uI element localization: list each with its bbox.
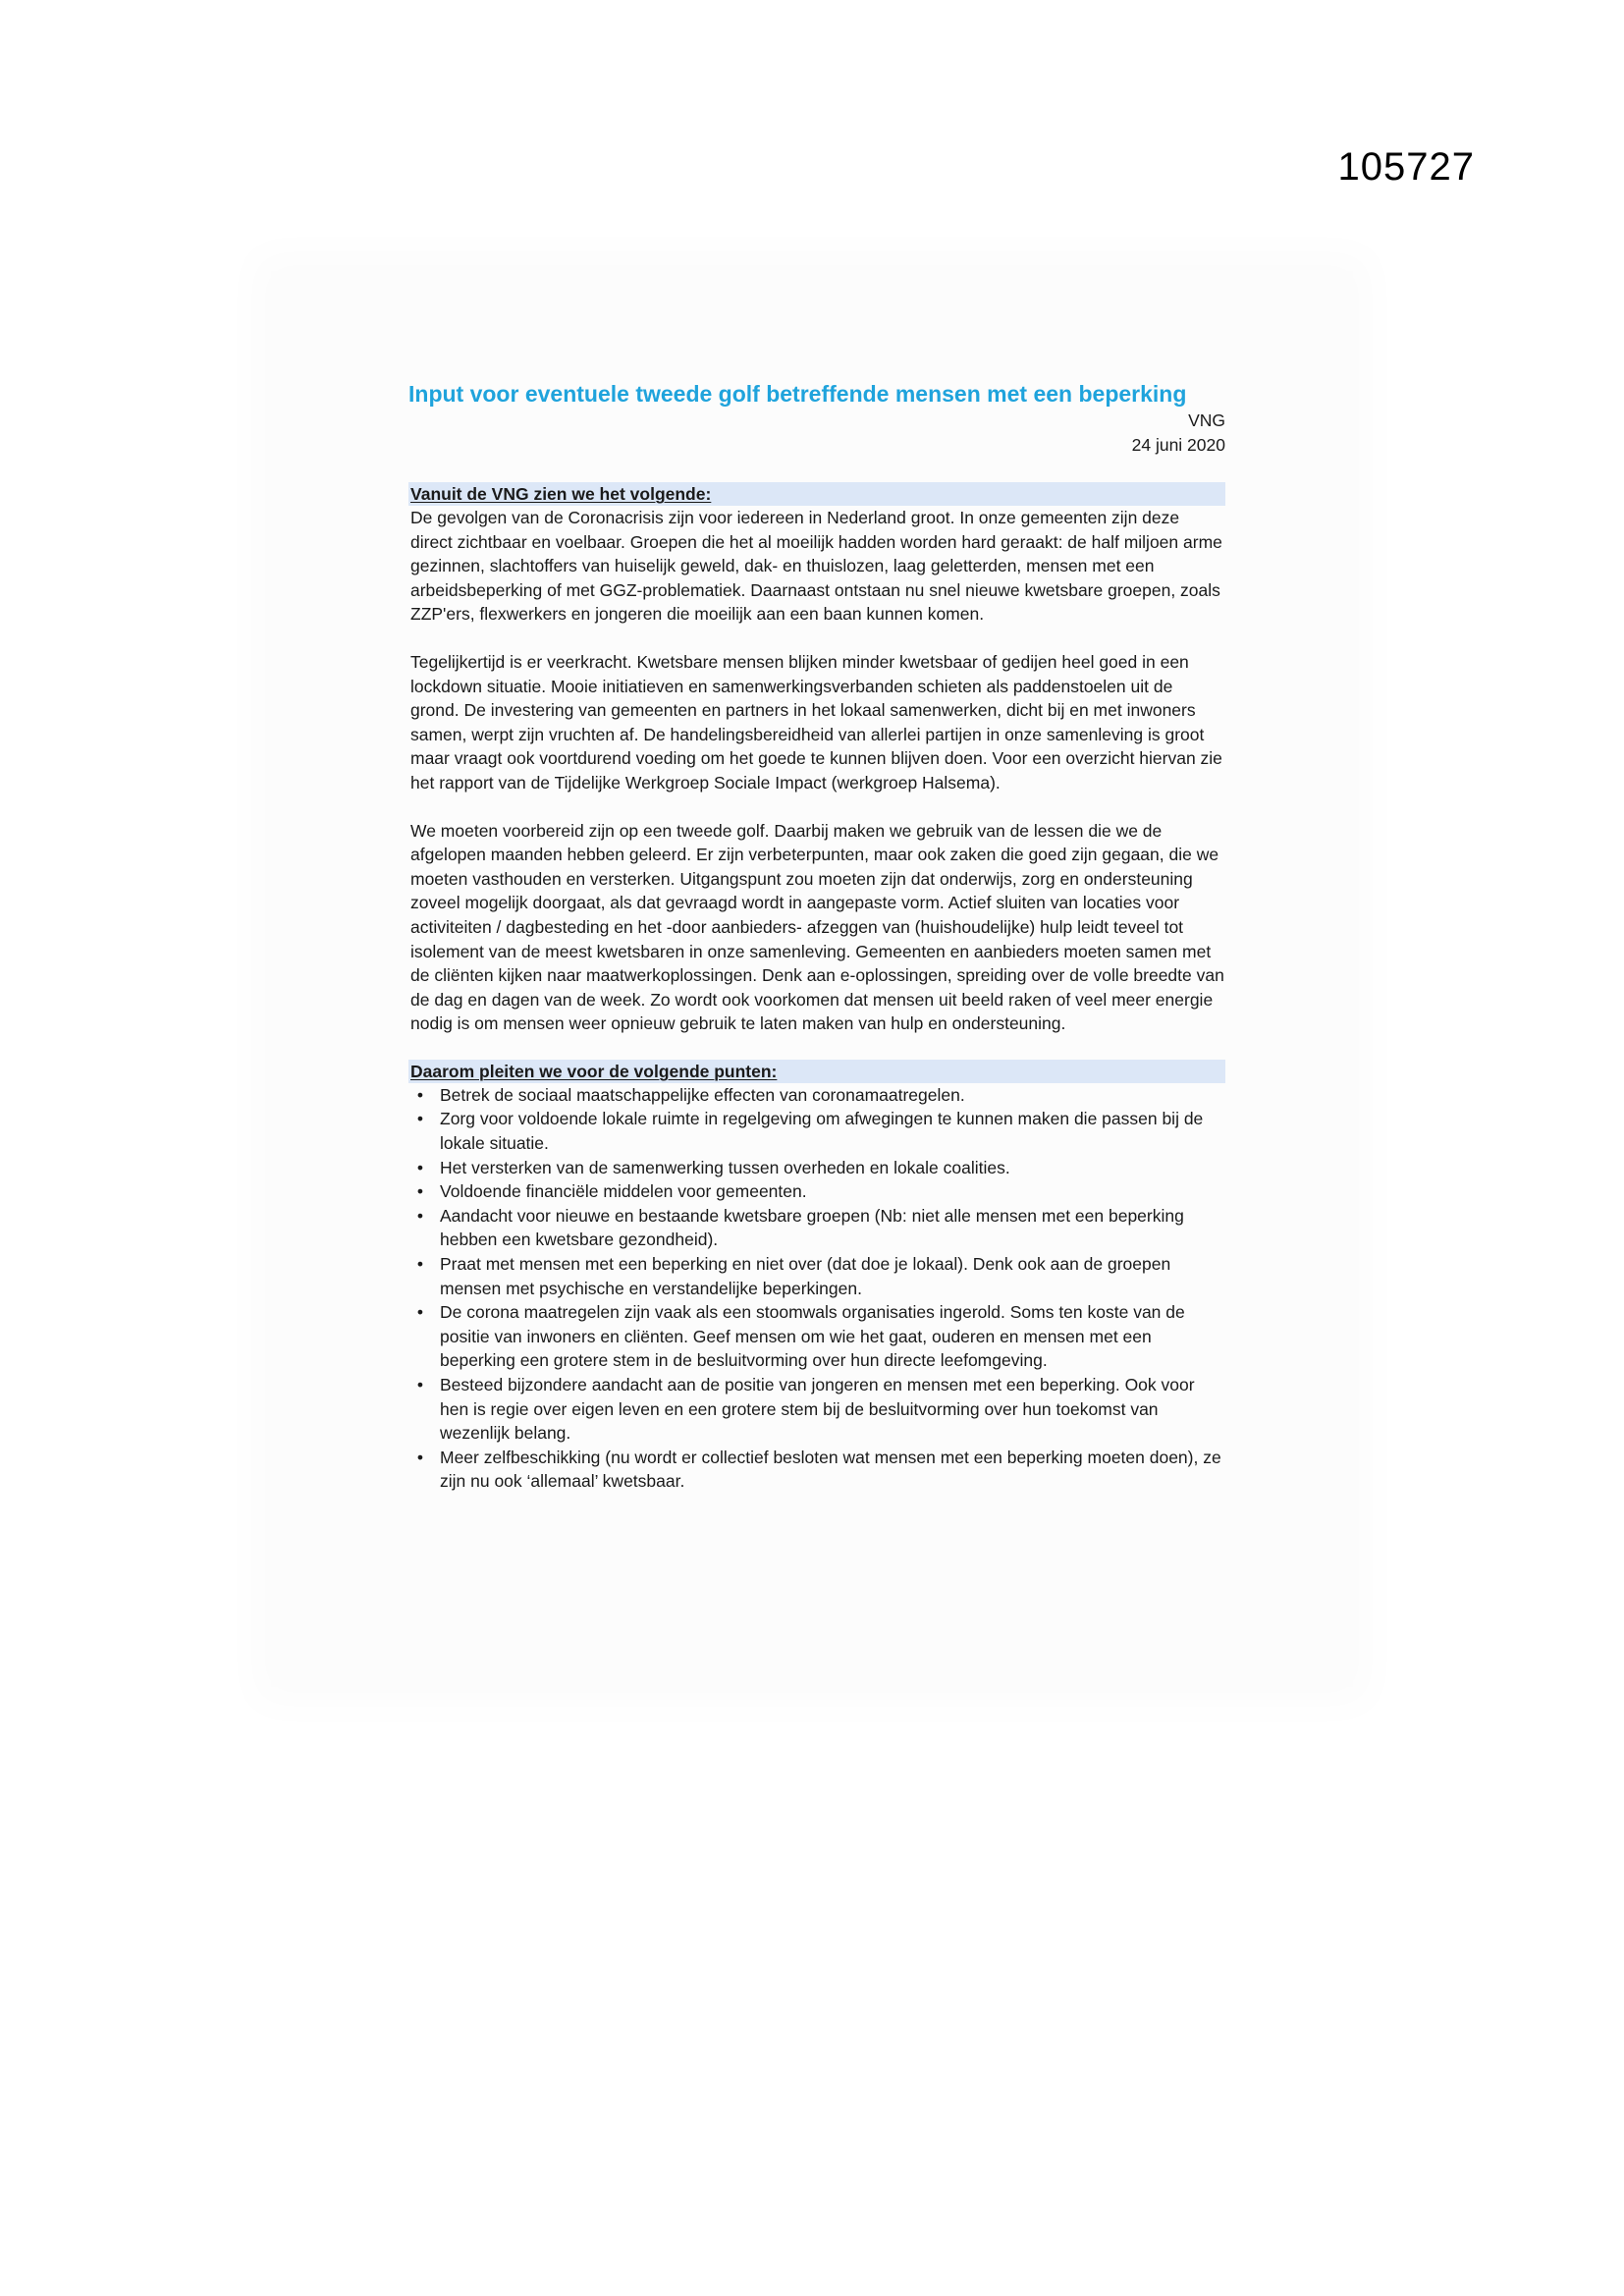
paragraph: De gevolgen van de Coronacrisis zijn voor iedereen in Nederland groot. In onze gemeenten zijn deze direct zichtbaar en voelbaar. Groepen die het al moeilijk hadden worden hard geraakt: de half miljoen arme gezinnen, slachtoffers van huiselijk geweld, dak- en thuislozen, laag geletterden, mensen met een arbeidsbeperking of met GGZ-problematiek. Daarnaast ontstaan nu snel nieuwe kwetsbare groepen, zoals ZZP'ers, flexwerkers en jongeren die moeilijk aan een baan kunnen komen. bbox=[410, 508, 1222, 625]
recommendations-list bbox=[408, 1083, 1225, 1494]
bullet-icon: • bbox=[416, 1205, 424, 1226]
list-item bbox=[408, 1300, 1225, 1373]
list-item-text: Voldoende financiële middelen voor gemeenten. bbox=[440, 1181, 807, 1202]
document-number: 105727 bbox=[1337, 145, 1475, 189]
list-item-text: De corona maatregelen zijn vaak als een stoomwals organisaties ingerold. Soms ten koste van de positie van inwoners en cliënten. Geef mensen om wie het gaat, ouderen en mensen met een beperking een grotere stem in de besluitvorming over hun directe leefomgeving. bbox=[440, 1302, 1185, 1371]
paragraph: Tegelijkertijd is er veerkracht. Kwetsbare mensen blijken minder kwetsbaar of gedijen heel goed in een lockdown situatie. Mooie initiatieven en samenwerkingsverbanden schieten als paddenstoelen uit de grond. De investering van gemeenten en partners in het lokaal samenwerken, dicht bij en met inwoners samen, werpt zijn vruchten af. De handelingsbereidheid van allerlei partijen in onze samenleving is groot maar vraagt ook voortdurend voeding om het goede te kunnen blijven doen. Voor een overzicht hiervan zie het rapport van de Tijdelijke Werkgroep Sociale Impact (werkgroep Halsema). bbox=[410, 651, 1222, 793]
list-item bbox=[408, 1252, 1225, 1300]
organization-name: VNG bbox=[1188, 410, 1225, 430]
list-item bbox=[408, 1204, 1225, 1252]
paragraph: We moeten voorbereid zijn op een tweede golf. Daarbij maken we gebruik van de lessen die we de afgelopen maanden hebben geleerd. Er zijn verbeterpunten, maar ook zaken die goed zijn gegaan, die we moeten vasthouden en versterken. Uitgangspunt zou moeten zijn dat onderwijs, zorg en ondersteuning zoveel mogelijk doorgaat, als dat gevraagd wordt in aangepaste vorm. Actief sluiten van locaties voor activiteiten / dagbesteding en het -door aanbieders- afzeggen van (huishoudelijke) hulp leidt teveel tot isolement van de meest kwetsbaren in onze samenleving. Gemeenten en aanbieders moeten samen met de cliënten kijken naar maatwerkoplossingen. Denk aan e-oplossingen, spreiding over de volle breedte van de dag en dagen van de week. Zo wordt ook voorkomen dat mensen uit beeld raken of veel meer energie nodig is om mensen weer opnieuw gebruik te laten maken van hulp en ondersteuning. bbox=[410, 820, 1224, 1034]
section-heading-observations: Vanuit de VNG zien we het volgende: bbox=[408, 482, 1225, 506]
list-item bbox=[408, 1156, 1225, 1180]
list-item bbox=[408, 1446, 1225, 1494]
document-title: Input voor eventuele tweede golf betreffende mensen met een beperking bbox=[408, 381, 1187, 407]
document-meta bbox=[408, 409, 1225, 458]
list-item-text: Praat met mensen met een beperking en niet over (dat doe je lokaal). Denk ook aan de groepen mensen met psychische en verstandelijke beperkingen. bbox=[440, 1254, 1171, 1298]
list-item bbox=[408, 1179, 1225, 1204]
list-item bbox=[408, 1373, 1225, 1446]
bullet-icon: • bbox=[416, 1084, 424, 1105]
list-item-text: Het versterken van de samenwerking tussen overheden en lokale coalities. bbox=[440, 1157, 1010, 1177]
bullet-icon: • bbox=[416, 1157, 424, 1177]
list-item-text: Betrek de sociaal maatschappelijke effecten van coronamaatregelen. bbox=[440, 1084, 965, 1105]
bullet-icon: • bbox=[416, 1447, 424, 1467]
bullet-icon: • bbox=[416, 1254, 424, 1275]
list-item-text: Besteed bijzondere aandacht aan de positie van jongeren en mensen met een beperking. Ook voor hen is regie over eigen leven en een grotere stem bij de besluitvorming over hun toekomst van wezenlijk belang. bbox=[440, 1375, 1195, 1444]
document-body bbox=[408, 379, 1225, 1494]
list-item bbox=[408, 1107, 1225, 1155]
bullet-icon: • bbox=[416, 1109, 424, 1129]
list-item-text: Meer zelfbeschikking (nu wordt er collectief besloten wat mensen met een beperking moeten doen), ze zijn nu ook ‘allemaal’ kwetsbaar. bbox=[440, 1447, 1221, 1492]
list-item-text: Aandacht voor nieuwe en bestaande kwetsbare groepen (Nb: niet alle mensen met een beperking hebben een kwetsbare gezondheid). bbox=[440, 1205, 1184, 1250]
bullet-icon: • bbox=[416, 1181, 424, 1202]
bullet-icon: • bbox=[416, 1302, 424, 1323]
list-item bbox=[408, 1083, 1225, 1108]
section-heading-recommendations: Daarom pleiten we voor de volgende punten: bbox=[408, 1060, 1225, 1083]
document-date: 24 juni 2020 bbox=[1131, 435, 1225, 455]
list-item-text: Zorg voor voldoende lokale ruimte in regelgeving om afwegingen te kunnen maken die passen bij de lokale situatie. bbox=[440, 1109, 1204, 1154]
bullet-icon: • bbox=[416, 1375, 424, 1394]
